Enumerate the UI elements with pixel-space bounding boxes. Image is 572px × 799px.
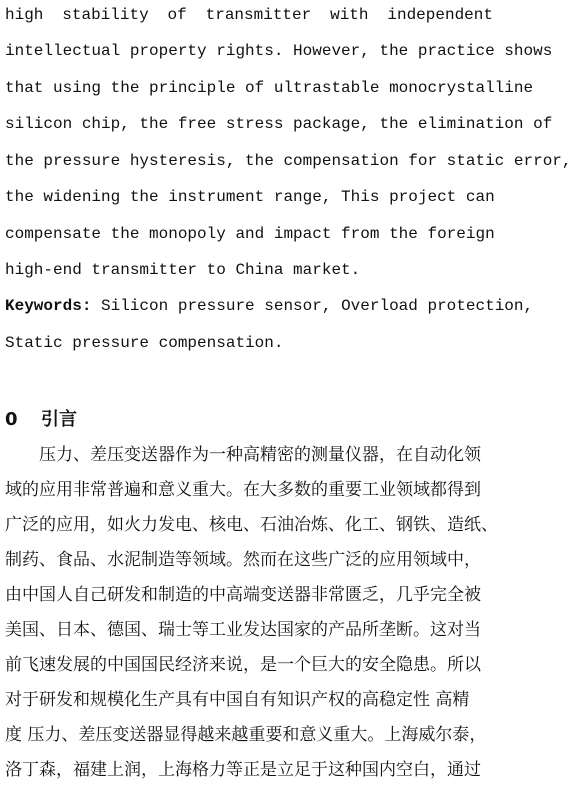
abstract-line-6: the widening the instrument range, This project can [5, 188, 495, 206]
section-number: 0 [5, 409, 18, 430]
keywords-line-1 [5, 296, 533, 316]
word: high [5, 6, 44, 24]
abstract-line-1 [5, 5, 493, 25]
abstract-line-7: compensate the monopoly and impact from the foreign [5, 225, 495, 243]
keywords-label: Keywords: [5, 297, 92, 315]
word: independent [387, 6, 493, 24]
word: of [167, 6, 187, 24]
body-line: 度 压力、差压变送器显得越来越重要和意义重大。上海威尔泰， [5, 725, 487, 745]
section-heading [5, 405, 77, 431]
keywords-text-1: Silicon pressure sensor, Overload protection, [91, 297, 534, 315]
section-title: 引言 [41, 409, 77, 430]
abstract-line-5: the pressure hysteresis, the compensation for static error, [5, 152, 572, 170]
body-line: 压力、差压变送器作为一种高精密的测量仪器，在自动化领 [5, 445, 481, 465]
body-line: 由中国人自己研发和制造的中高端变送器非常匮乏，几乎完全被 [5, 585, 481, 605]
abstract-line-4: silicon chip, the free stress package, the elimination of [5, 115, 553, 133]
word: transmitter [205, 6, 312, 24]
body-line: 对于研发和规模化生产具有中国自有知识产权的高稳定性 高精 [5, 690, 470, 710]
body-line: 广泛的应用，如火力发电、核电、石油冶炼、化工、钢铁、造纸、 [5, 515, 498, 535]
abstract-line-8: high-end transmitter to China market. [5, 261, 361, 279]
body-line: 制药、食品、水泥制造等领域。然而在这些广泛的应用领域中， [5, 550, 481, 570]
abstract-line-3: that using the principle of ultrastable monocrystalline [5, 79, 534, 97]
body-line: 前飞速发展的中国国民经济来说，是一个巨大的安全隐患。所以 [5, 655, 481, 675]
word: stability [62, 6, 149, 24]
body-line: 域的应用非常普遍和意义重大。在大多数的重要工业领域都得到 [5, 480, 481, 500]
body-line: 美国、日本、德国、瑞士等工业发达国家的产品所垄断。这对当 [5, 620, 481, 640]
abstract-line-2: intellectual property rights. However, the practice shows [5, 42, 553, 60]
keywords-line-2: Static pressure compensation. [5, 334, 284, 352]
word: with [330, 6, 369, 24]
body-line: 洛丁森，福建上润，上海格力等正是立足于这种国内空白，通过 [5, 760, 481, 780]
